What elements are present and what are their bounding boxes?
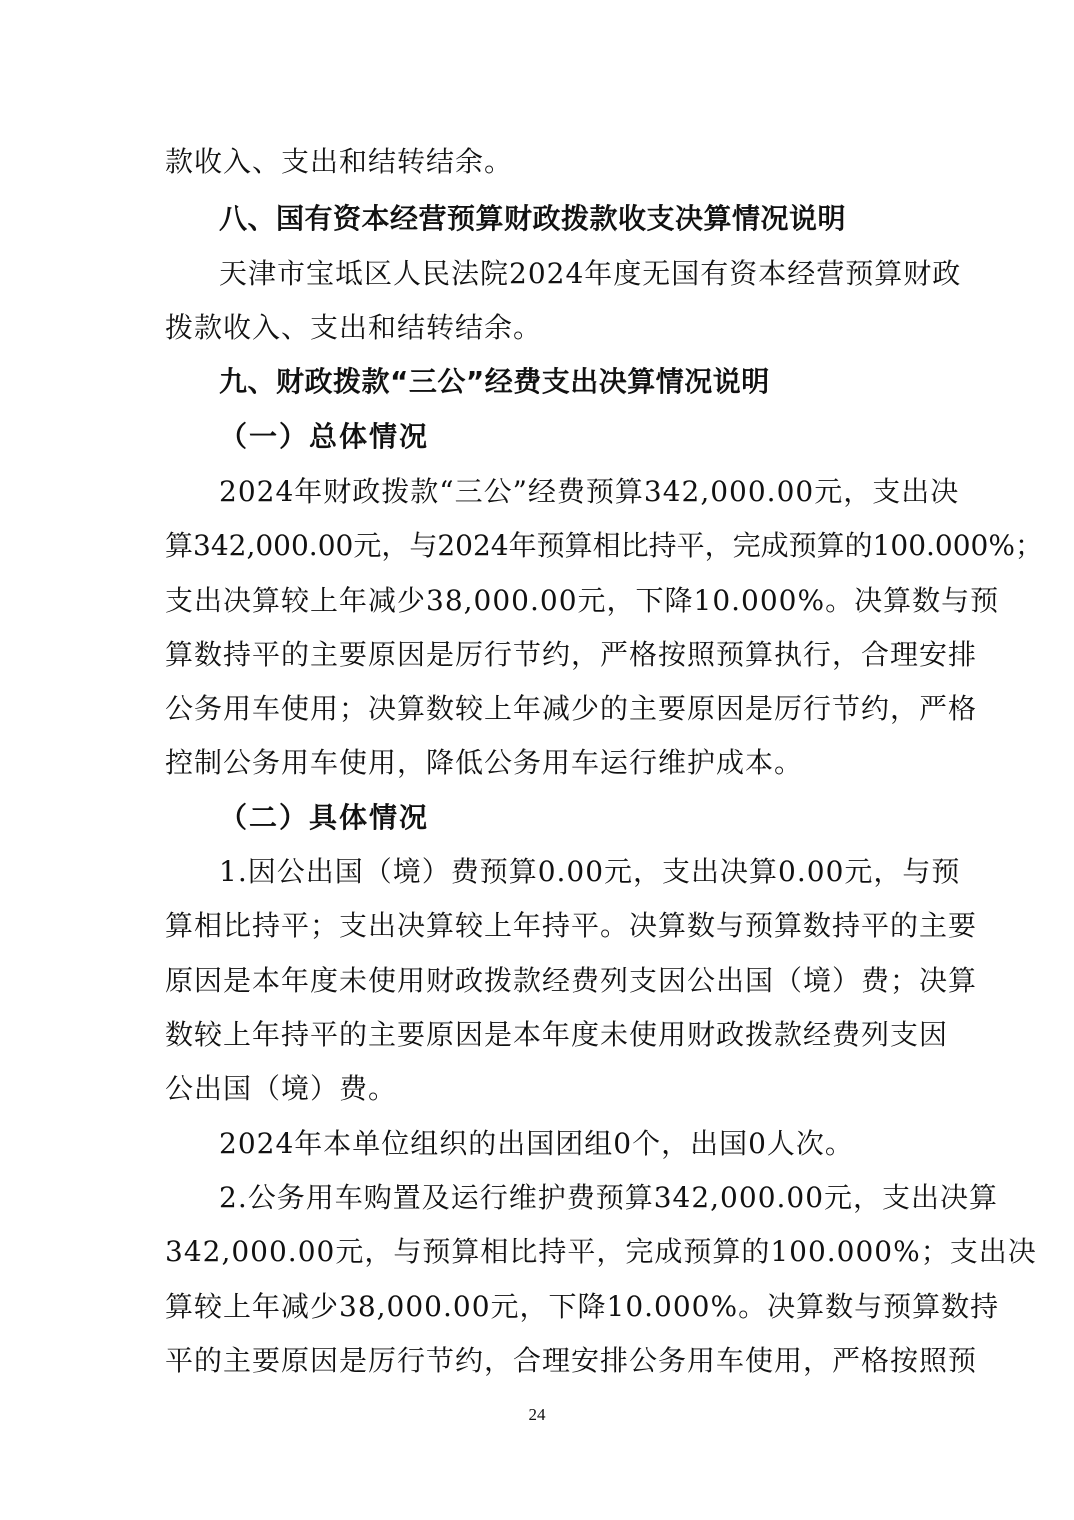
- body-text-line: 1.因公出国（境）费预算0.00元，支出决算0.00元，与预: [219, 855, 961, 888]
- body-text-line: 支出决算较上年减少38,000.00元，下降10.000%。决算数与预: [165, 584, 1000, 617]
- body-text-line: 342,000.00元，与预算相比持平，完成预算的100.000%；支出决: [165, 1235, 1037, 1268]
- body-text-line: 平的主要原因是厉行节约，合理安排公务用车使用，严格按照预: [165, 1344, 978, 1377]
- body-text-line: 算数持平的主要原因是厉行节约，严格按照预算执行，合理安排: [165, 638, 978, 671]
- body-text-line: 公务用车使用；决算数较上年减少的主要原因是厉行节约，严格: [165, 692, 978, 725]
- body-text-line: 2.公务用车购置及运行维护费预算342,000.00元，支出决算: [219, 1181, 999, 1214]
- subsection-heading-1: （一）总体情况: [219, 420, 430, 453]
- body-text-line: 天津市宝坻区人民法院2024年度无国有资本经营预算财政: [219, 257, 962, 290]
- body-text-line: 2024年财政拨款“三公”经费预算342,000.00元，支出决: [219, 475, 960, 508]
- body-text-line: 算相比持平；支出决算较上年持平。决算数与预算数持平的主要: [165, 909, 978, 942]
- body-text-line: 数较上年持平的主要原因是本年度未使用财政拨款经费列支因: [165, 1018, 949, 1051]
- body-text-line: 算较上年减少38,000.00元，下降10.000%。决算数与预算数持: [165, 1290, 1000, 1323]
- body-text-line: 原因是本年度未使用财政拨款经费列支因公出国（境）费；决算: [165, 964, 978, 997]
- body-text-line: 款收入、支出和结转结余。: [165, 145, 514, 178]
- subsection-heading-2: （二）具体情况: [219, 801, 430, 834]
- section-heading-9: 九、财政拨款“三公”经费支出决算情况说明: [219, 365, 770, 398]
- body-text-line: 2024年本单位组织的出国团组0个，出国0人次。: [219, 1127, 854, 1160]
- body-text-line: 拨款收入、支出和结转结余。: [165, 311, 543, 344]
- body-text-line: 算342,000.00元，与2024年预算相比持平，完成预算的100.000%；: [165, 529, 1043, 562]
- body-text-line: 公出国（境）费。: [165, 1072, 398, 1105]
- page-number: 24: [528, 1405, 546, 1424]
- section-heading-8: 八、国有资本经营预算财政拨款收支决算情况说明: [219, 202, 847, 235]
- body-text-line: 控制公务用车使用，降低公务用车运行维护成本。: [165, 746, 804, 779]
